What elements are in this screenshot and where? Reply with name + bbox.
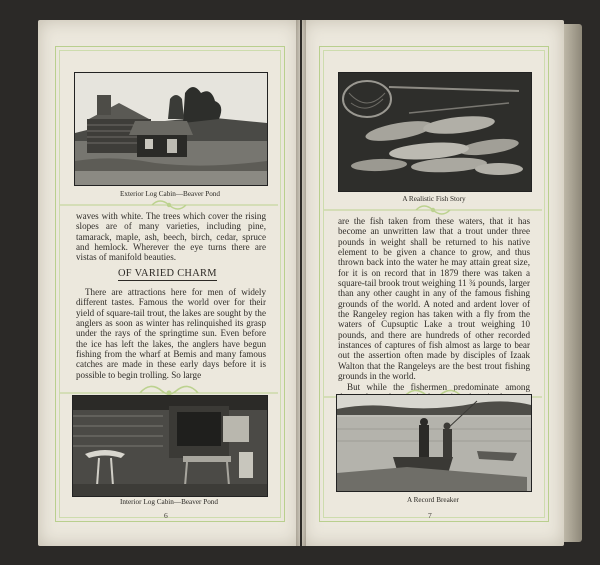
left-paragraph-2: There are attractions here for men of widely different tastes. Famous the world over for their yield of square-tail trout, the lakes are sought by the anglers as soon as winter has relinquished its grasp under the rays of the springtime sun. Even before the ice has left the lakes, the anglers have begun fishing from the wharf at Bemis and many famous catches are made in these early days before it is possible to begin trolling. So large — [76, 287, 266, 380]
right-paragraph-1: are the fish taken from these waters, that it has become an unwritten law that a trout under three pounds in weight shall be returned to his native element to be given a chance to grow, and thus thrown back into the water he may attain great size, for it is on record that in 1879 there was taken a square-tail brook trout weighing 11 ¾ pounds, larger than any other caught in any of the famous fishing grounds of the world. A noted and ardent lover of the Rangeley region has taken with a fly from the waters of Cupsuptic Lake a trout weighing 10 pounds, and there are hundreds of other recorded instances of captures of fish almost as large to bear out the assertion often made by disciples of Izaak Walton that the Rangeleys are the best trout fishing grounds in the world. — [338, 216, 530, 382]
right-top-ornament — [324, 203, 542, 217]
fish-story-caption: A Realistic Fish Story — [402, 195, 466, 203]
left-text-block-1 — [76, 211, 266, 263]
right-paragraph-2: But while the fishermen predominate among — [347, 381, 530, 392]
gutter — [296, 20, 306, 546]
record-breaker-photo — [336, 394, 532, 492]
record-breaker-caption: A Record Breaker — [407, 496, 459, 504]
section-heading: OF VARIED CHARM — [118, 268, 217, 279]
right-page — [302, 20, 564, 546]
right-text-block — [338, 216, 530, 402]
left-page-number: 6 — [164, 511, 168, 520]
left-top-ornament — [60, 198, 278, 212]
interior-log-cabin-caption: Interior Log Cabin—Beaver Pond — [119, 498, 218, 506]
exterior-log-cabin-photo — [74, 72, 268, 186]
exterior-log-cabin-caption: Exterior Log Cabin—Beaver Pond — [119, 190, 220, 198]
left-page — [38, 20, 300, 546]
fish-story-photo — [338, 72, 532, 192]
page-edges — [564, 24, 582, 542]
interior-log-cabin-photo — [72, 395, 268, 497]
left-text-block-2 — [76, 287, 266, 380]
left-paragraph-1: waves with white. The trees which cover the rising slopes are of many varieties, including pine, tamarack, maple, ash, beech, birch, cedar, spruce and hemlock. Wherever the eye turns there are vistas of manifold beauties. — [76, 211, 266, 263]
right-page-number: 7 — [428, 511, 432, 520]
